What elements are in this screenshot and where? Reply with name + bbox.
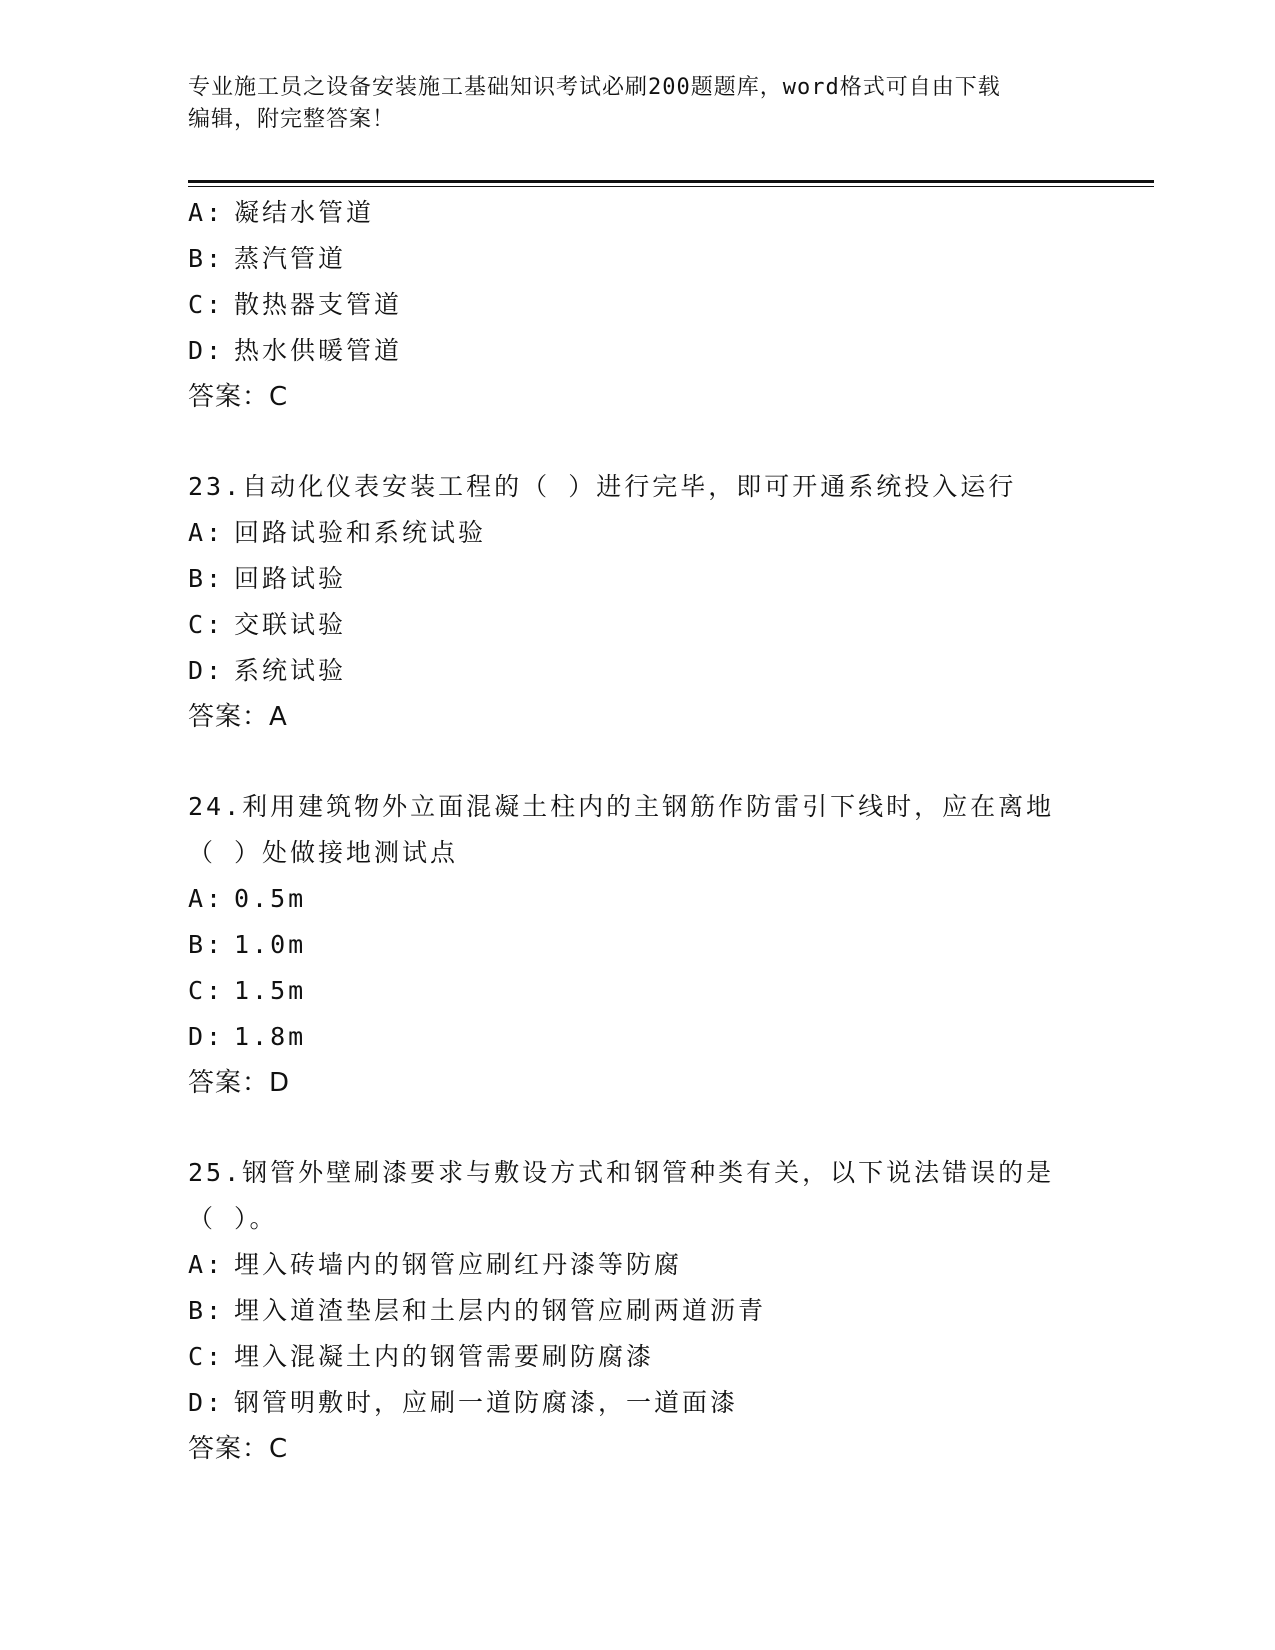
answer-line: 答案：C	[188, 1434, 289, 1464]
option-a	[188, 510, 1148, 556]
option-letter: C:	[188, 610, 225, 639]
option-letter: D:	[188, 1388, 225, 1417]
option-letter: B:	[188, 1296, 225, 1325]
question-list	[188, 190, 1148, 1472]
option-letter: A:	[188, 518, 225, 547]
option-text: 蒸汽管道	[234, 244, 347, 273]
option-text: 凝结水管道	[234, 198, 375, 227]
option-b	[188, 922, 1148, 968]
option-letter: B:	[188, 930, 225, 959]
option-letter: B:	[188, 564, 225, 593]
option-text: 回路试验和系统试验	[234, 518, 487, 547]
option-d	[188, 1380, 1148, 1426]
option-d	[188, 1014, 1148, 1060]
option-letter: B:	[188, 244, 225, 273]
option-a	[188, 1242, 1148, 1288]
option-b	[188, 236, 1148, 282]
header-divider-thin	[188, 186, 1154, 187]
answer-line: 答案：C	[188, 382, 289, 412]
answer-line: 答案：D	[188, 1068, 291, 1098]
option-text: 交联试验	[234, 610, 347, 639]
option-letter: D:	[188, 1022, 225, 1051]
question-spacer	[188, 740, 1148, 784]
option-letter: D:	[188, 656, 225, 685]
option-text: 0.5m	[234, 884, 307, 913]
option-a	[188, 876, 1148, 922]
document-header	[188, 72, 1088, 136]
option-b	[188, 1288, 1148, 1334]
option-text: 回路试验	[234, 564, 347, 593]
header-title-line-2: 编辑，附完整答案！	[188, 107, 396, 132]
option-letter: C:	[188, 976, 225, 1005]
option-text: 系统试验	[234, 656, 347, 685]
header-divider-thick	[188, 180, 1154, 183]
option-text: 1.0m	[234, 930, 307, 959]
option-text: 热水供暖管道	[234, 336, 403, 365]
option-letter: A:	[188, 1250, 225, 1279]
question-stem: 25.钢管外壁刷漆要求与敷设方式和钢管种类有关，以下说法错误的是	[188, 1158, 1055, 1187]
option-a	[188, 190, 1148, 236]
option-d	[188, 328, 1148, 374]
option-c	[188, 602, 1148, 648]
option-letter: C:	[188, 1342, 225, 1371]
option-text: 1.8m	[234, 1022, 307, 1051]
header-title-line-1: 专业施工员之设备安装施工基础知识考试必刷200题题库，word格式可自由下载	[188, 75, 1001, 100]
option-text: 埋入砖墙内的钢管应刷红丹漆等防腐	[234, 1250, 683, 1279]
option-text: 钢管明敷时，应刷一道防腐漆，一道面漆	[234, 1388, 739, 1417]
option-text: 散热器支管道	[234, 290, 403, 319]
question-24	[188, 784, 1148, 1106]
option-c	[188, 968, 1148, 1014]
question-spacer	[188, 420, 1148, 464]
question-stem: 24.利用建筑物外立面混凝土柱内的主钢筋作防雷引下线时，应在离地	[188, 792, 1055, 821]
option-b	[188, 556, 1148, 602]
question-22-options	[188, 190, 1148, 420]
option-text: 埋入道渣垫层和土层内的钢管应刷两道沥青	[234, 1296, 767, 1325]
question-stem-continued: （ ）。	[188, 1204, 278, 1233]
question-spacer	[188, 1106, 1148, 1150]
option-letter: C:	[188, 290, 225, 319]
question-stem: 23.自动化仪表安装工程的（ ）进行完毕，即可开通系统投入运行	[188, 472, 1017, 501]
option-letter: A:	[188, 884, 225, 913]
question-25	[188, 1150, 1148, 1472]
answer-line: 答案：A	[188, 702, 288, 732]
question-stem-continued: （ ）处做接地测试点	[188, 838, 459, 867]
option-text: 埋入混凝土内的钢管需要刷防腐漆	[234, 1342, 655, 1371]
option-c	[188, 1334, 1148, 1380]
option-c	[188, 282, 1148, 328]
option-d	[188, 648, 1148, 694]
option-letter: A:	[188, 198, 225, 227]
question-23	[188, 464, 1148, 740]
option-letter: D:	[188, 336, 225, 365]
option-text: 1.5m	[234, 976, 307, 1005]
